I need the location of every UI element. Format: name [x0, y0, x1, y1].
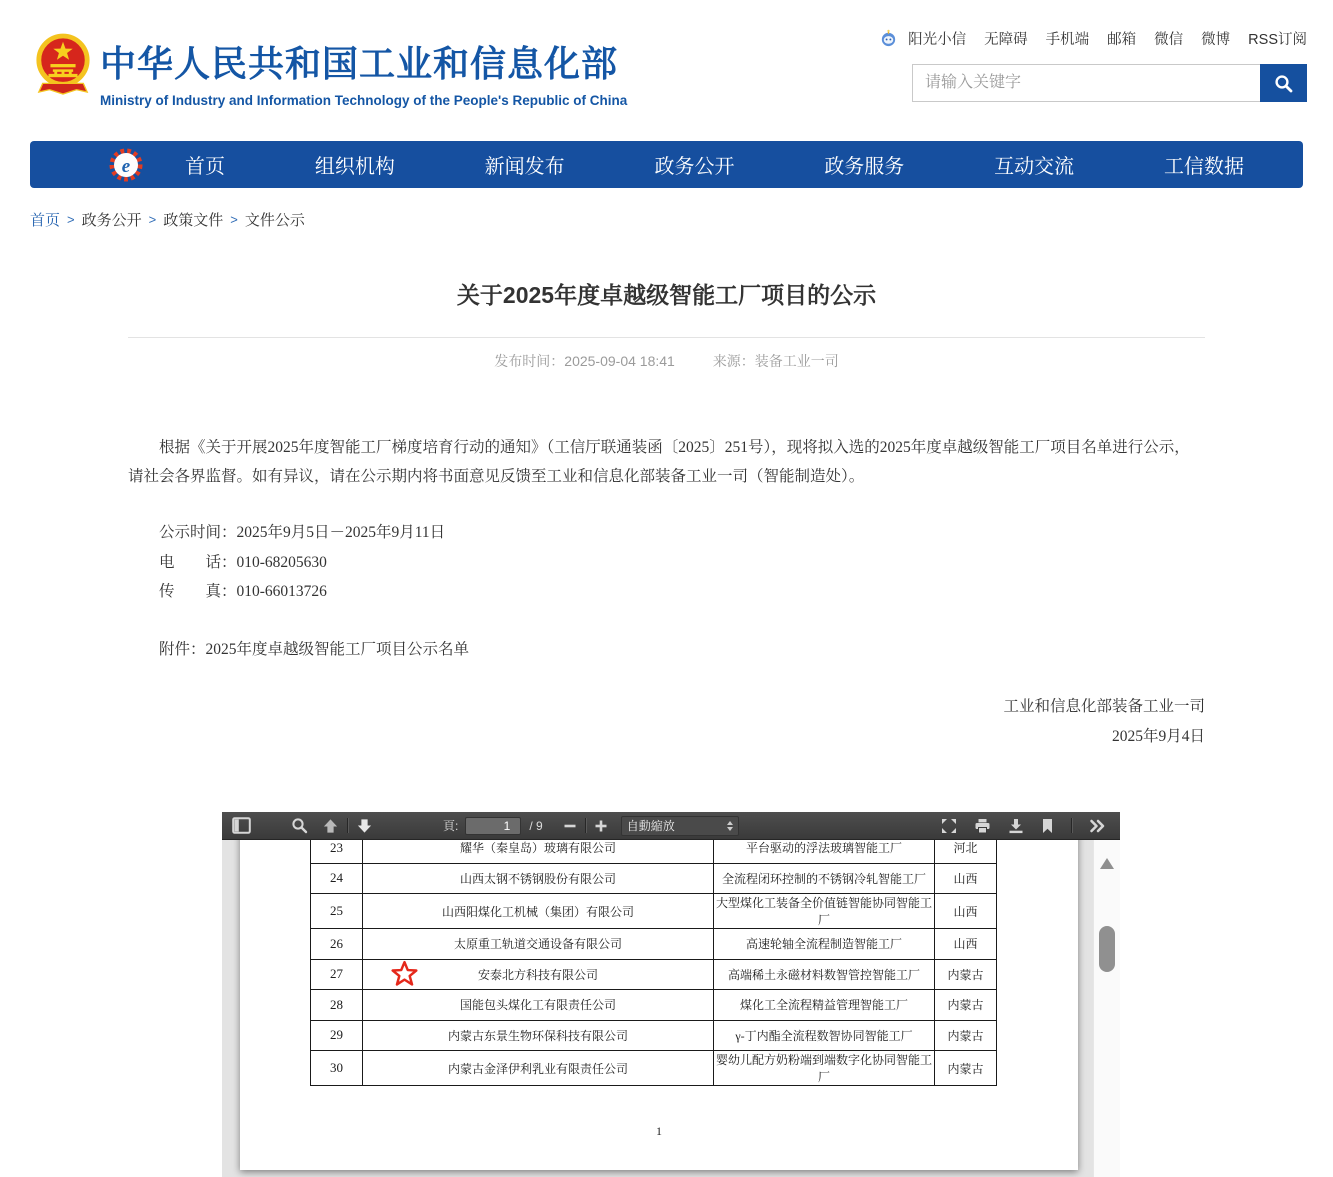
company-cell: 安泰北方科技有限公司 [363, 959, 714, 990]
province-cell: 山西 [935, 894, 997, 929]
nav-item-5[interactable]: 政务服务 [824, 156, 905, 178]
breadcrumb-separator: > [148, 212, 157, 227]
province-cell: 内蒙古 [935, 1020, 997, 1051]
table-row [311, 1051, 997, 1086]
search-document-icon [291, 817, 308, 834]
company-cell: 太原重工轨道交通设备有限公司 [363, 929, 714, 960]
site-title: 中华人民共和国工业和信息化部 [100, 43, 619, 84]
row-number-cell: 25 [311, 894, 363, 929]
company-cell: 山西太钢不锈钢股份有限公司 [363, 863, 714, 894]
signature-block [128, 692, 1205, 752]
company-cell: 内蒙古金泽伊利乳业有限责任公司 [363, 1051, 714, 1086]
bookmark-icon [1041, 818, 1054, 834]
signature-date: 2025年9月4日 [1111, 727, 1205, 745]
article-paragraph: 根据《关于开展2025年度智能工厂梯度培育行动的通知》（工信厅联通装函〔2025〕251号），现将拟入选的2025年度卓越级智能工厂项目名单进行公示，请社会各界监督。如有异议，请在公示期内将书面意见反馈至工业和信息化部装备工业一司（智能制造处）。 [128, 439, 1190, 485]
article-source: 来源：装备工业一司 [712, 353, 839, 369]
miit-gear-logo-icon [108, 147, 144, 183]
attachment-label: 附件： [159, 640, 206, 658]
table-row [311, 1020, 997, 1051]
row-number-cell: 27 [311, 959, 363, 990]
zoom-mode-select[interactable] [621, 816, 739, 836]
nav-item-1[interactable]: 首页 [185, 156, 225, 178]
toolbar-separator [1071, 818, 1072, 833]
quick-link-1[interactable]: 阳光小信 [908, 32, 967, 48]
info-line-1: 公示时间：2025年9月5日－2025年9月11日 [159, 524, 446, 541]
province-cell: 山西 [935, 929, 997, 960]
page-label: 頁: [443, 819, 459, 833]
breadcrumb [30, 209, 305, 230]
pdf-viewer [222, 812, 1120, 1177]
project-cell: 高速轮轴全流程制造智能工厂 [714, 929, 935, 960]
quick-link-6[interactable]: 微博 [1201, 32, 1231, 48]
arrow-up-icon [322, 818, 339, 834]
province-cell: 山西 [935, 863, 997, 894]
project-cell: γ-丁内酯全流程数智协同智能工厂 [714, 1020, 935, 1051]
table-row [311, 863, 997, 894]
print-button[interactable] [974, 818, 991, 834]
pdf-body [222, 840, 1120, 1177]
contact-lines [128, 518, 1205, 607]
site-subtitle: Ministry of Industry and Information Technology of the People's Republic of China [100, 93, 628, 108]
scroll-up-arrow[interactable] [1100, 858, 1114, 869]
row-number-cell: 24 [311, 863, 363, 894]
scrollbar-thumb[interactable] [1099, 926, 1115, 972]
fullscreen-icon [941, 818, 957, 834]
site-search [912, 64, 1307, 102]
find-button[interactable] [291, 817, 308, 834]
plus-icon [594, 819, 608, 833]
minus-icon [563, 819, 577, 833]
bookmark-button[interactable] [1041, 818, 1054, 834]
info-line-3: 传 真：010-66013726 [159, 583, 327, 600]
province-cell: 内蒙古 [935, 959, 997, 990]
sidebar-toggle-icon [232, 817, 251, 834]
breadcrumb-item-1[interactable]: 首页 [30, 212, 61, 229]
province-cell: 内蒙古 [935, 1051, 997, 1086]
article-body [128, 433, 1205, 752]
national-emblem-logo [34, 32, 92, 98]
nav-item-4[interactable]: 政务公开 [654, 156, 735, 178]
row-number-cell: 23 [311, 833, 363, 864]
pdf-scrollbar[interactable] [1093, 840, 1120, 1177]
province-cell: 河北 [935, 833, 997, 864]
quick-link-3[interactable]: 手机端 [1045, 32, 1090, 48]
toolbar-separator [347, 818, 348, 833]
breadcrumb-item-4[interactable]: 文件公示 [244, 212, 305, 229]
attachment-line [128, 635, 1205, 664]
table-row [311, 929, 997, 960]
zoom-out-button[interactable] [563, 819, 577, 833]
zoom-mode-value: 自動縮放 [626, 819, 675, 833]
search-input[interactable] [913, 65, 1260, 101]
more-tools-button[interactable] [1089, 819, 1106, 833]
main-navigation [30, 141, 1303, 188]
quick-links-bar [879, 28, 1307, 49]
nav-item-6[interactable]: 互动交流 [994, 156, 1075, 178]
quick-link-7[interactable]: RSS订阅 [1248, 32, 1307, 48]
project-cell: 全流程闭环控制的不锈钢冷轧智能工厂 [714, 863, 935, 894]
search-button[interactable] [1260, 64, 1307, 102]
article [128, 278, 1205, 752]
breadcrumb-separator: > [230, 212, 238, 227]
select-spinner-icon [727, 818, 733, 834]
project-cell: 高端稀土永磁材料数智管控智能工厂 [714, 959, 935, 990]
company-cell: 山西阳煤化工机械（集团）有限公司 [363, 894, 714, 929]
nav-item-7[interactable]: 工信数据 [1163, 156, 1244, 178]
province-cell: 内蒙古 [935, 990, 997, 1021]
company-cell: 内蒙古东景生物环保科技有限公司 [363, 1020, 714, 1051]
project-cell: 婴幼儿配方奶粉端到端数字化协同智能工厂 [714, 1051, 935, 1086]
title-divider [128, 337, 1205, 338]
company-cell: 国能包头煤化工有限责任公司 [363, 990, 714, 1021]
next-page-button[interactable] [356, 818, 373, 834]
arrow-down-icon [356, 818, 373, 834]
article-meta [128, 351, 1205, 371]
row-number-cell: 26 [311, 929, 363, 960]
toolbar-right-group [941, 818, 1106, 834]
red-star-annotation-icon [391, 961, 418, 988]
row-number-cell: 30 [311, 1051, 363, 1086]
breadcrumb-separator: > [67, 212, 75, 227]
breadcrumb-item-3[interactable]: 政策文件 [163, 212, 224, 229]
download-icon [1008, 818, 1024, 834]
info-line-2: 电 话：010-68205630 [159, 553, 327, 571]
robot-assistant-icon [879, 29, 898, 48]
search-icon [1273, 73, 1294, 94]
pdf-page [240, 830, 1078, 1170]
quick-link-5[interactable]: 微信 [1154, 32, 1184, 48]
download-button[interactable] [1008, 818, 1024, 834]
smart-factory-table [310, 832, 997, 1086]
row-number-cell: 29 [311, 1020, 363, 1051]
quick-link-4[interactable]: 邮箱 [1107, 32, 1137, 48]
signature-department: 工业和信息化部装备工业一司 [1003, 697, 1205, 715]
row-number-cell: 28 [311, 990, 363, 1021]
table-row [311, 959, 997, 990]
toolbar-separator [585, 818, 586, 833]
previous-page-button[interactable] [322, 818, 339, 834]
nav-item-3[interactable]: 新闻发布 [484, 156, 565, 178]
page-title: 关于2025年度卓越级智能工厂项目的公示 [456, 282, 877, 308]
presentation-mode-button[interactable] [941, 818, 957, 834]
company-cell: 耀华（秦皇岛）玻璃有限公司 [363, 833, 714, 864]
table-row [311, 990, 997, 1021]
pdf-page-number: 1 [656, 1124, 662, 1138]
project-cell: 煤化工全流程精益管理智能工厂 [714, 990, 935, 1021]
table-row [311, 894, 997, 929]
quick-link-2[interactable]: 无障碍 [984, 32, 1028, 48]
page-number-input[interactable] [465, 817, 521, 835]
zoom-in-button[interactable] [594, 819, 608, 833]
svg-text:e: e [121, 156, 131, 177]
project-cell: 大型煤化工装备全价值链智能协同智能工厂 [714, 894, 935, 929]
printer-icon [974, 818, 991, 834]
double-chevron-right-icon [1089, 819, 1106, 833]
page-count: / 9 [529, 818, 543, 833]
pdf-toolbar [222, 812, 1120, 840]
nav-items [185, 150, 1244, 179]
attachment-link[interactable]: 2025年度卓越级智能工厂项目公示名单 [205, 640, 470, 658]
nav-item-2[interactable]: 组织机构 [314, 156, 395, 178]
site-title-block [100, 36, 627, 108]
publish-time: 发布时间：2025-09-04 18:41 [494, 353, 675, 369]
project-cell: 平台驱动的浮法玻璃智能工厂 [714, 833, 935, 864]
breadcrumb-item-2[interactable]: 政务公开 [81, 212, 142, 229]
sidebar-toggle-button[interactable] [232, 817, 251, 834]
